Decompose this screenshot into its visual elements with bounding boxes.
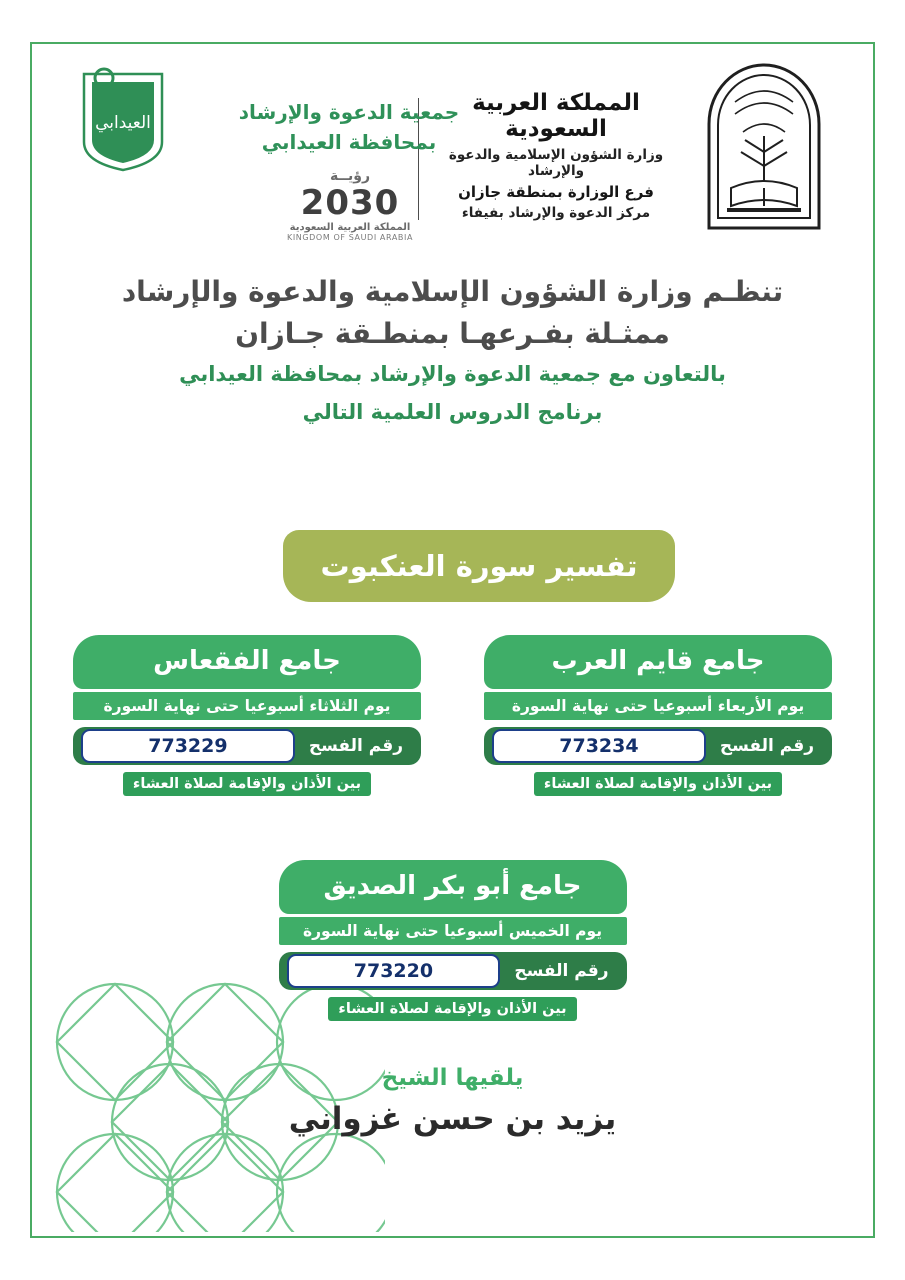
permit-number: 773229 xyxy=(81,729,295,763)
permit-row xyxy=(484,727,832,765)
vision-number: 2030 xyxy=(300,183,400,223)
ministry-line-2: وزارة الشؤون الإسلامية والدعوة والإرشاد xyxy=(448,147,664,179)
mosque-note: بين الأذان والإقامة لصلاة العشاء xyxy=(534,772,782,796)
ministry-line-3: فرع الوزارة بمنطقة جازان xyxy=(458,183,654,201)
program-title-banner: تفسير سورة العنكبوت xyxy=(283,530,675,602)
vision-sub-english: KINGDOM OF SAUDI ARABIA xyxy=(286,233,414,242)
association-logo-icon xyxy=(74,66,172,174)
association-title-block xyxy=(214,100,484,154)
association-line-2: بمحافظة العيدابي xyxy=(261,130,437,154)
svg-text:العيدابي: العيدابي xyxy=(95,113,151,133)
permit-label: رقم الفسح xyxy=(514,961,609,981)
permit-label: رقم الفسح xyxy=(308,736,403,756)
mosque-name: جامع أبو بكر الصديق xyxy=(279,860,627,914)
mosque-card xyxy=(73,635,421,796)
intro-line-1: تنظـم وزارة الشؤون الإسلامية والدعوة والإرشاد xyxy=(121,275,784,308)
saudi-emblem-icon xyxy=(705,62,823,232)
vision-sub-arabic: المملكة العربية السعودية xyxy=(289,222,411,233)
mosque-card-row-single xyxy=(28,860,877,1021)
ministry-line-4: مركز الدعوة والإرشاد بفيفاء xyxy=(461,205,651,221)
permit-number: 773234 xyxy=(492,729,706,763)
ministry-line-1: المملكة العربية السعودية xyxy=(472,90,640,142)
mosque-name: جامع قايم العرب xyxy=(484,635,832,689)
association-line-1: جمعية الدعوة والإرشاد xyxy=(238,100,460,124)
speaker-name: يزيد بن حسن غزواني xyxy=(288,1101,617,1137)
mosque-cards-row xyxy=(73,635,832,796)
vision-2030-logo xyxy=(250,168,450,242)
permit-number: 773220 xyxy=(287,954,501,988)
mosque-note: بين الأذان والإقامة لصلاة العشاء xyxy=(123,772,371,796)
mosque-card xyxy=(279,860,627,1021)
speaker-prefix: يلقيها الشيخ xyxy=(381,1065,524,1091)
mosque-schedule: يوم الخميس أسبوعيا حتى نهاية السورة xyxy=(279,917,627,945)
intro-line-2: ممثـلة بفـرعهـا بمنطـقة جـازان xyxy=(235,317,670,350)
mosque-note: بين الأذان والإقامة لصلاة العشاء xyxy=(328,997,576,1021)
intro-line-4: برنامج الدروس العلمية التالي xyxy=(302,400,603,424)
mosque-schedule: يوم الأربعاء أسبوعيا حتى نهاية السورة xyxy=(484,692,832,720)
permit-row xyxy=(73,727,421,765)
intro-line-3: بالتعاون مع جمعية الدعوة والإرشاد بمحافظة العيدابي xyxy=(179,362,726,386)
vision-label: رؤيــة xyxy=(329,168,371,184)
intro-block xyxy=(68,275,837,424)
poster-header xyxy=(54,50,851,245)
permit-label: رقم الفسح xyxy=(719,736,814,756)
mosque-card xyxy=(484,635,832,796)
mosque-schedule: يوم الثلاثاء أسبوعيا حتى نهاية السورة xyxy=(73,692,421,720)
speaker-block xyxy=(28,1065,877,1137)
permit-row xyxy=(279,952,627,990)
mosque-name: جامع الفقعاس xyxy=(73,635,421,689)
